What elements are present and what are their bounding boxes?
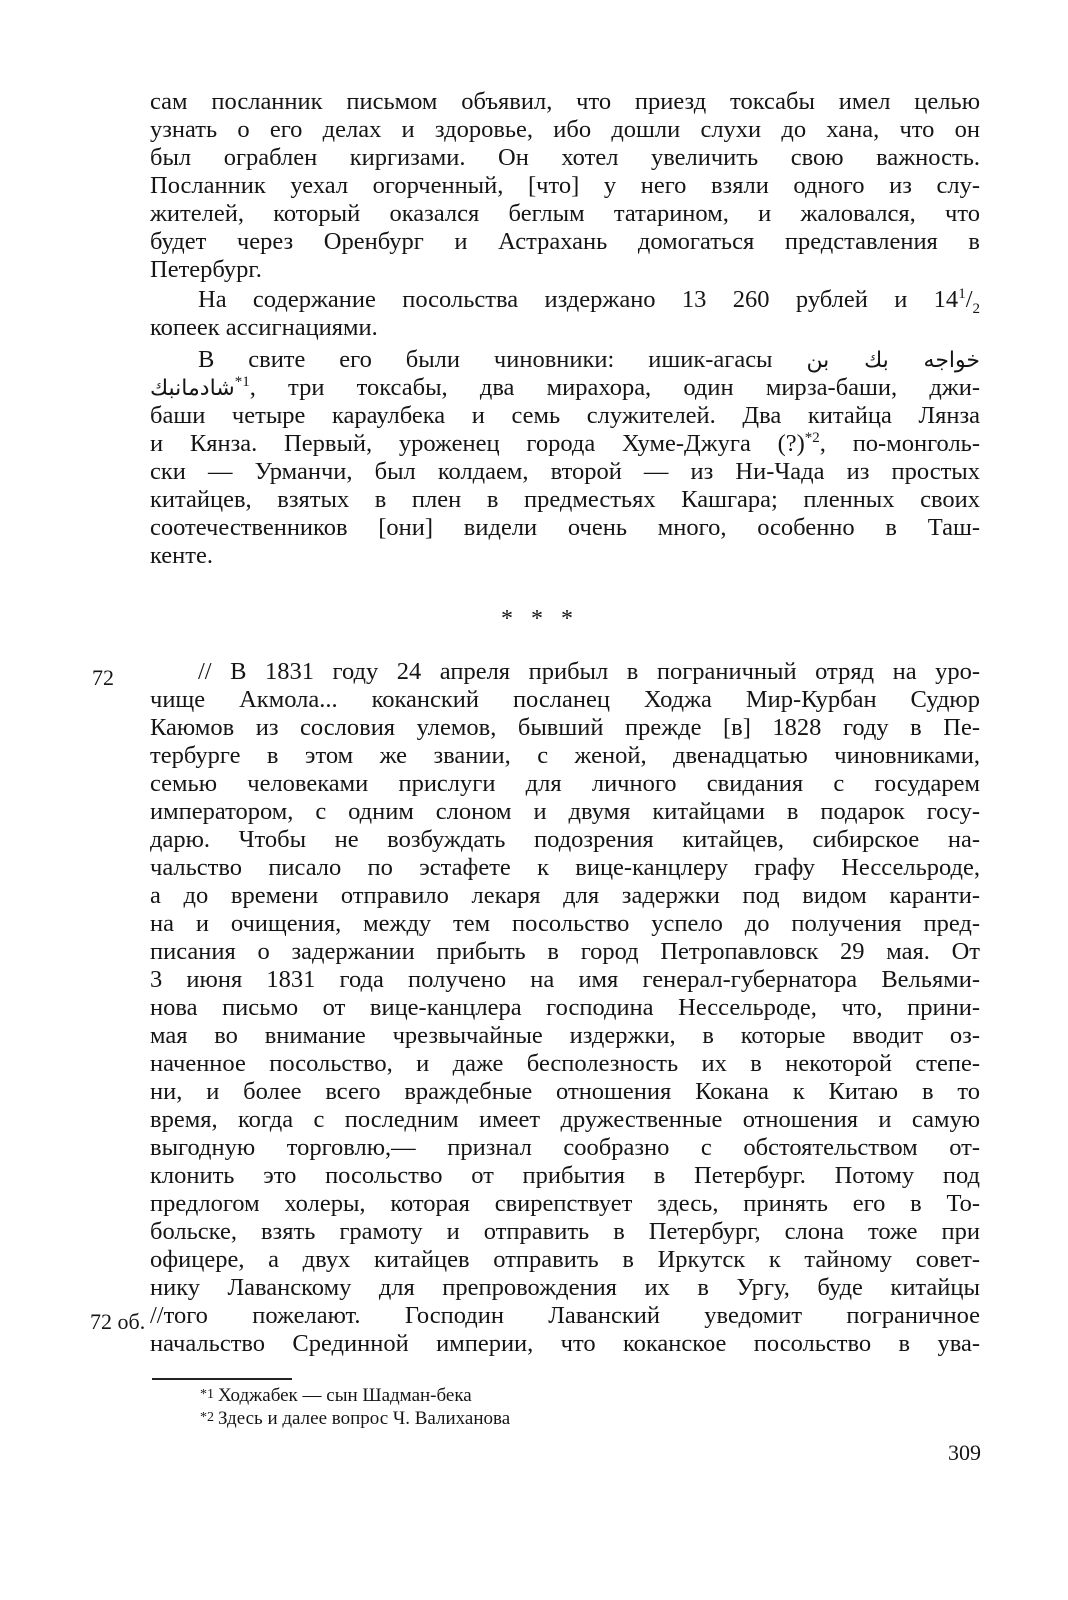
text-line: Посланник уехал огорченный, [что] у него взяли одного из слу-: [150, 172, 980, 199]
text-line: начальство Срединной империи, что коканское посольство в ува-: [150, 1330, 980, 1357]
retinue-text: , три токсабы, два мирахора, один мирза-баши, джи-: [249, 374, 980, 401]
footnotes: [200, 1384, 510, 1430]
text-line: клонить это посольство от прибытия в Петербург. Потому под: [150, 1162, 980, 1189]
footnote-item: [200, 1384, 510, 1407]
footnote-ref[interactable]: *1: [234, 373, 250, 390]
folio-marker: 72 об.: [90, 1309, 146, 1334]
text-line: [150, 430, 980, 458]
text-line: выгодную торговлю,— признал сообразно с обстоятельством от-: [150, 1134, 980, 1161]
text-line: [150, 346, 980, 374]
text-line: дарю. Чтобы не возбуждать подозрения китайцев, сибирское на-: [150, 826, 980, 853]
text-line: офицере, а двух китайцев отправить в Иркутск к тайному совет-: [150, 1246, 980, 1273]
arabic-name-text: خواجه بك بن: [806, 348, 980, 373]
text-line: а до времени отправило лекаря для задержки под видом каранти-: [150, 882, 980, 909]
paragraph-1: [150, 88, 980, 284]
folio-marker: 72: [92, 665, 114, 690]
text-line: больске, взять грамоту и отправить в Петербург, слона тоже при: [150, 1218, 980, 1245]
text-line: писания о задержании прибыть в город Петропавловск 29 мая. От: [150, 938, 980, 965]
fraction-denominator: 2: [972, 300, 980, 317]
fraction-numerator: 1: [958, 285, 966, 302]
text-line: кенте.: [150, 542, 213, 569]
text-line: чальство писало по эстафете к вице-канцлеру графу Нессельроде,: [150, 854, 980, 881]
text-line: нова письмо от вице-канцлера господина Нессельроде, что, прини-: [150, 994, 980, 1021]
text-line: ски — Урманчи, был колдаем, второй — из Ни-Чада из простых: [150, 458, 980, 485]
text-line: нику Лаванскому для препровождения их в Ургу, буде китайцы: [150, 1274, 980, 1301]
text-line: жителей, который оказался беглым татарином, и жаловался, что: [150, 200, 980, 227]
text-line: баши четыре караулбека и семь служителей. Два китайца Лянза: [150, 402, 980, 429]
text-line: ни, и более всего враждебные отношения Кокана к Китаю в то: [150, 1078, 980, 1105]
text-line: соотечественников [они] видели очень много, особенно в Таш-: [150, 514, 980, 541]
footnote-divider: [152, 1378, 292, 1380]
text-line: китайцев, взятых в плен в предместьях Кашгара; пленных своих: [150, 486, 980, 513]
text-line: узнать о его делах и здоровье, ибо дошли слухи до хана, что он: [150, 116, 980, 143]
text-line: тербурге в этом же звании, с женой, двенадцатью чиновниками,: [150, 742, 980, 769]
text-line: семью человеками прислуги для личного свидания с государем: [150, 770, 980, 797]
text-line: //того пожелают. Господин Лаванский уведомит пограничное: [150, 1302, 980, 1329]
expense-text: На содержание посольства издержано 13 260 рублей и 14: [198, 286, 959, 313]
footnote-text: Здесь и далее вопрос Ч. Валиханова: [218, 1408, 511, 1429]
text-line: предлогом холеры, которая свирепствует здесь, принять его в То-: [150, 1190, 980, 1217]
page-number: 309: [948, 1440, 981, 1465]
paragraph-4: [150, 658, 980, 1358]
text-line: был ограблен киргизами. Он хотел увеличить свою важность.: [150, 144, 980, 171]
text-line: императором, с одним слоном и двумя китайцами в подарок госу-: [150, 798, 980, 825]
paragraph-2: [150, 286, 980, 342]
text-line: наченное посольство, и даже бесполезность их в некоторой степе-: [150, 1050, 980, 1077]
text-line: // В 1831 году 24 апреля прибыл в пограничный отряд на уро-: [198, 658, 980, 685]
text-line: Петербург.: [150, 256, 262, 283]
footnote-mark: *1: [200, 1387, 214, 1402]
text-line: копеек ассигнациями.: [150, 314, 378, 341]
footnote-ref[interactable]: *2: [804, 429, 820, 446]
text-line: Каюмов из сословия улемов, бывший прежде [в] 1828 году в Пе-: [150, 714, 980, 741]
text-line: На содержание посольства издержано 13 260 рублей и $14^1/_2$: [198, 285, 980, 317]
text-line: 3 июня 1831 года получено на имя генерал-губернатора Вельями-: [150, 966, 980, 993]
text-line: мая во внимание чрезвычайные издержки, в которые вводит оз-: [150, 1022, 980, 1049]
footnote-mark: *2: [200, 1410, 214, 1425]
footnote-item: [200, 1407, 510, 1430]
section-separator: * * *: [501, 606, 579, 632]
text-line: чище Акмола... коканский посланец Ходжа Мир-Курбан Судюр: [150, 686, 980, 713]
text-line: на и очищения, между тем посольство успело до получения пред-: [150, 910, 980, 937]
text-line: будет через Оренбург и Астрахань домогаться представления в: [150, 228, 980, 255]
text-line: [150, 374, 980, 402]
text-line: сам посланник письмом объявил, что приезд токсабы имел целью: [150, 88, 980, 115]
footnote-text: Ходжабек — сын Шадман-бека: [218, 1385, 472, 1406]
paragraph-3: [150, 346, 980, 570]
retinue-text: и Кянза. Первый, уроженец города Хуме-Джуга (?): [150, 430, 805, 457]
text-line: время, когда с последним имеет дружественные отношения и самую: [150, 1106, 980, 1133]
arabic-name-text: شادمانبك: [150, 376, 235, 401]
retinue-lead-text: В свите его были чиновники: ишик-агасы: [198, 346, 773, 373]
retinue-text: , по-монголь-: [819, 430, 981, 457]
